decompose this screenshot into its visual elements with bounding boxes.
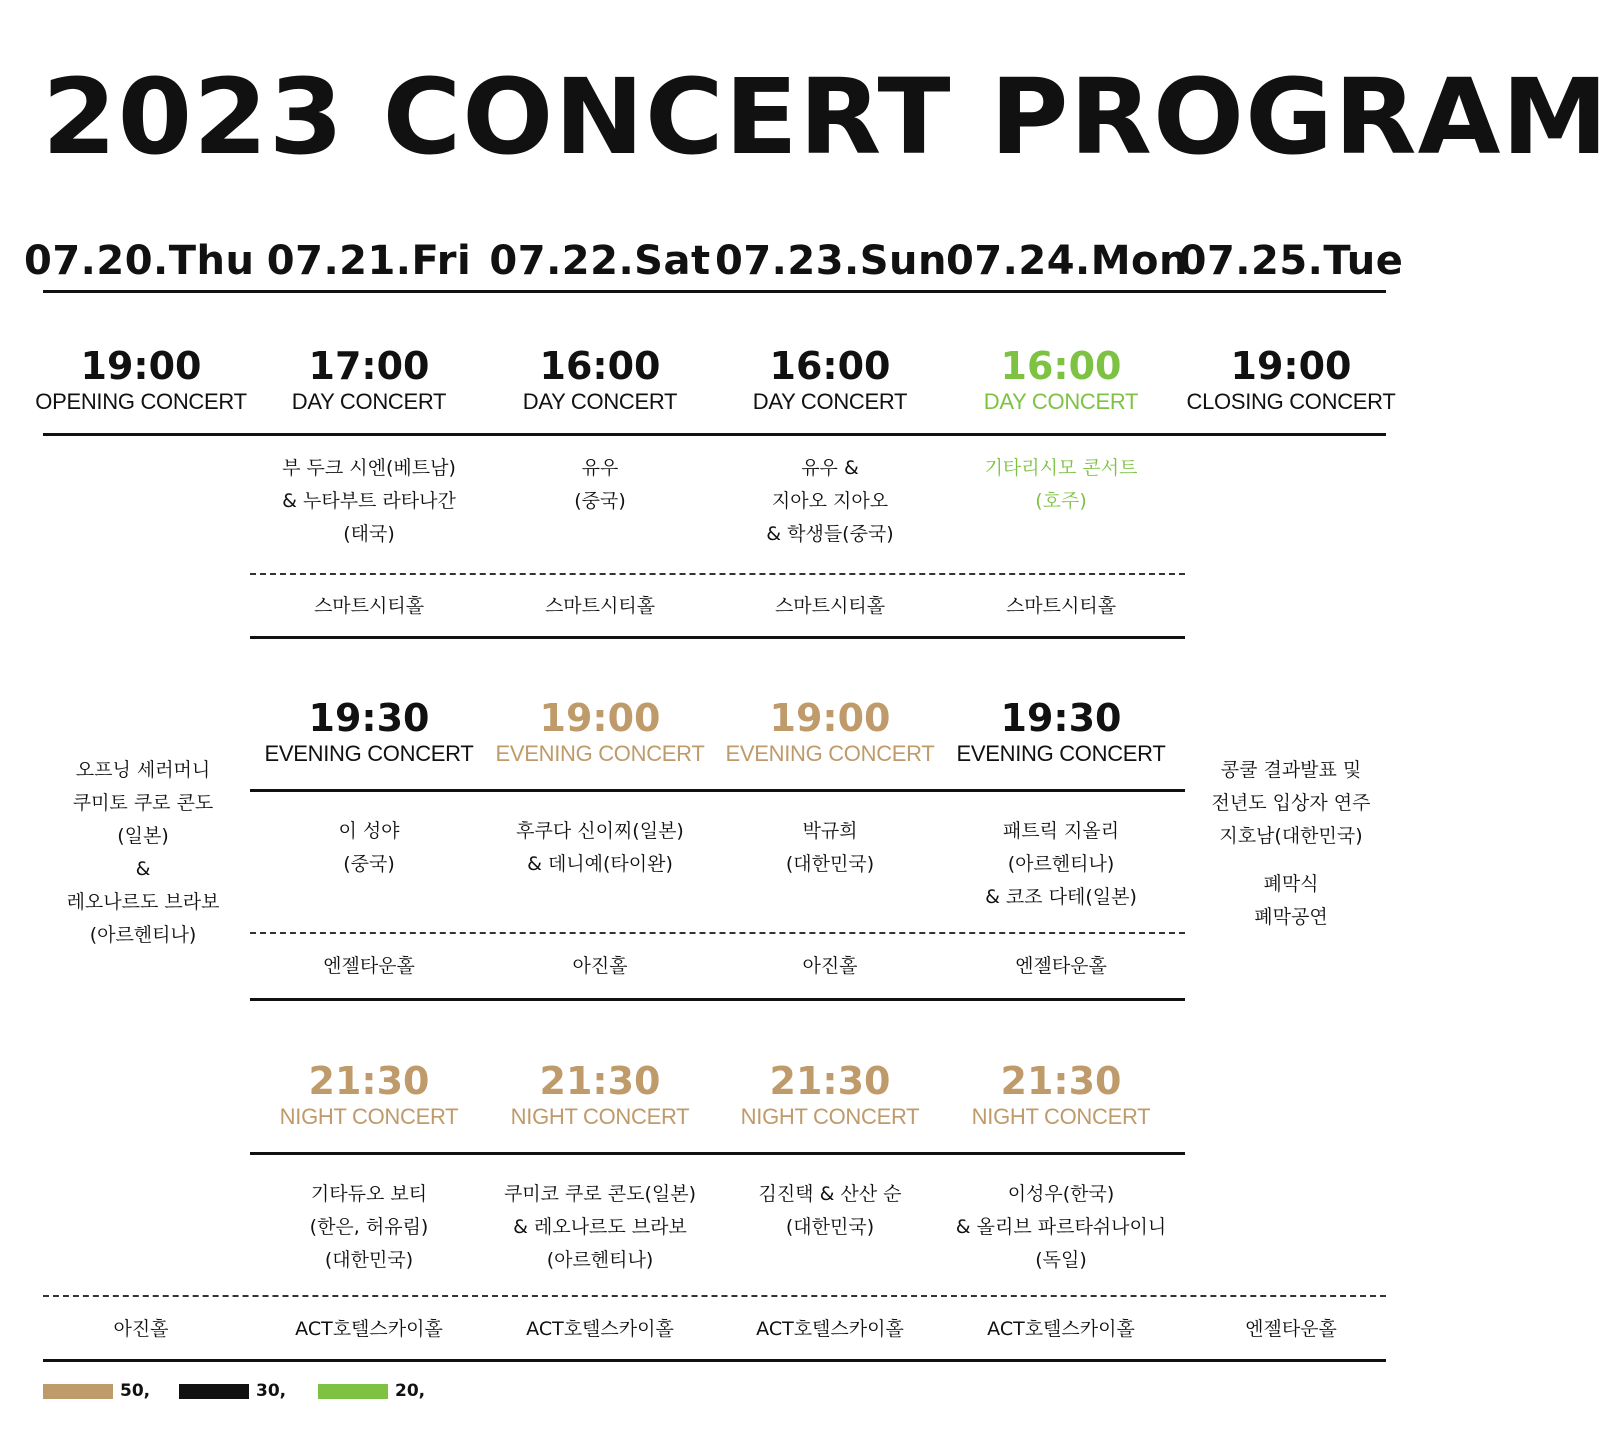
slot-kind: DAY CONCERT [752, 389, 908, 414]
venue: 스마트시티홀 [774, 595, 886, 617]
performers: 유우 & 지아오 지아오 & 학생들(중국) [766, 457, 894, 545]
legend-swatch-green [318, 1384, 388, 1399]
slot-time: 19:00 [769, 696, 891, 740]
day-header: 07.24.Mon [946, 238, 1188, 284]
slot-kind: NIGHT CONCERT [740, 1104, 920, 1129]
performers: 이 성야 (중국) [338, 820, 400, 875]
slot-day-concert [254, 344, 484, 416]
venue: 스마트시티홀 [544, 595, 656, 617]
slot-kind: EVENING CONCERT [956, 741, 1166, 766]
legend-label: 20, [395, 1381, 426, 1401]
venue: ACT호텔스카이홀 [756, 1318, 904, 1340]
venue: 아진홀 [802, 955, 858, 977]
slot-time: 21:30 [1000, 1059, 1122, 1103]
legend-swatch-gold [43, 1384, 113, 1399]
venue: 엔젤타운홀 [323, 955, 415, 977]
day-header: 07.21.Fri [266, 238, 472, 284]
venue: 스마트시티홀 [1005, 595, 1117, 617]
slot-day-concert [715, 344, 945, 416]
slot-kind: DAY CONCERT [522, 389, 678, 414]
slot-kind: NIGHT CONCERT [279, 1104, 459, 1129]
slot-kind: NIGHT CONCERT [971, 1104, 1151, 1129]
slot-time: 16:00 [539, 344, 661, 388]
slot-divider [250, 789, 1185, 792]
slot-kind: DAY CONCERT [291, 389, 447, 414]
day-header: 07.22.Sat [489, 238, 711, 284]
slot-kind: CLOSING CONCERT [1186, 389, 1396, 414]
legend-label: 50, [120, 1381, 151, 1401]
slot-divider [250, 1152, 1185, 1155]
venue: 엔젤타운홀 [1245, 1318, 1337, 1340]
slot-time: 19:30 [308, 696, 430, 740]
performers: 유우 (중국) [574, 457, 626, 512]
day-header: 07.23.Sun [715, 238, 947, 284]
performers: 후쿠다 신이찌(일본) & 데니예(타이완) [516, 820, 684, 875]
performers: 부 두크 시엔(베트남) & 누타부트 라타나간 (태국) [282, 457, 456, 545]
closing-ceremony: 폐막식 폐막공연 [1254, 873, 1328, 928]
slot-time: 17:00 [308, 344, 430, 388]
slot-night [485, 1059, 715, 1131]
performers: 패트릭 지올리 (아르헨티나) & 코조 다테(일본) [985, 820, 1137, 908]
opening-performers: 오프닝 세러머니 쿠미토 쿠로 콘도 (일본) & 레오나르도 브라보 (아르헨티나) [66, 759, 220, 946]
slot-evening [946, 696, 1176, 768]
venue: ACT호텔스카이홀 [295, 1318, 443, 1340]
performers: 기타듀오 보티 (한은, 허유림) (대한민국) [309, 1183, 429, 1271]
slot-day-concert [485, 344, 715, 416]
performers: 이성우(한국) & 올리브 파르타쉬나이니 (독일) [955, 1183, 1167, 1271]
slot-time: 19:00 [80, 344, 202, 388]
slot-night [715, 1059, 945, 1131]
slot-kind: EVENING CONCERT [264, 741, 474, 766]
slot-kind: EVENING CONCERT [725, 741, 935, 766]
closing-performers: 콩쿨 결과발표 및 전년도 입상자 연주 지호남(대한민국) [1211, 759, 1371, 847]
slot-kind: EVENING CONCERT [495, 741, 705, 766]
venue: ACT호텔스카이홀 [987, 1318, 1135, 1340]
performers: 김진택 & 산산 순 (대한민국) [758, 1183, 902, 1238]
slot-kind: NIGHT CONCERT [510, 1104, 690, 1129]
footer-divider [43, 1359, 1386, 1362]
day-header: 07.25.Tue [1178, 238, 1404, 284]
slot-day-concert [946, 344, 1176, 416]
venue: 아진홀 [572, 955, 628, 977]
venue: 아진홀 [113, 1318, 169, 1340]
slot-time: 21:30 [769, 1059, 891, 1103]
day-header: 07.20.Thu [24, 238, 255, 284]
slot-night [946, 1059, 1176, 1131]
slot-time: 19:30 [1000, 696, 1122, 740]
slot-kind: DAY CONCERT [983, 389, 1139, 414]
slot-time: 21:30 [308, 1059, 430, 1103]
venue: ACT호텔스카이홀 [526, 1318, 674, 1340]
slot-time: 16:00 [1000, 344, 1122, 388]
page-title: 2023 CONCERT PROGRAM [42, 56, 1609, 178]
dashed-divider [43, 1295, 1386, 1297]
dashed-divider [250, 573, 1185, 575]
performers: 박규희 (대한민국) [785, 820, 875, 875]
slot-kind: OPENING CONCERT [35, 389, 247, 414]
slot-evening [485, 696, 715, 768]
legend-label: 30, [256, 1381, 287, 1401]
slot-time: 19:00 [1230, 344, 1352, 388]
slot-night [254, 1059, 484, 1131]
section-divider [250, 636, 1185, 639]
venue: 엔젤타운홀 [1015, 955, 1107, 977]
slot-closing [1176, 344, 1406, 416]
dashed-divider [250, 932, 1185, 934]
venue: 스마트시티홀 [313, 595, 425, 617]
slot-divider [43, 433, 1386, 436]
slot-opening [26, 344, 256, 416]
section-divider [250, 998, 1185, 1001]
slot-time: 21:30 [539, 1059, 661, 1103]
legend-swatch-black [179, 1384, 249, 1399]
slot-time: 16:00 [769, 344, 891, 388]
header-divider [43, 290, 1386, 293]
slot-evening [715, 696, 945, 768]
performers: 기타리시모 콘서트 (호주) [984, 457, 1138, 512]
performers: 쿠미코 쿠로 콘도(일본) & 레오나르도 브라보 (아르헨티나) [503, 1183, 697, 1271]
slot-evening [254, 696, 484, 768]
slot-time: 19:00 [539, 696, 661, 740]
